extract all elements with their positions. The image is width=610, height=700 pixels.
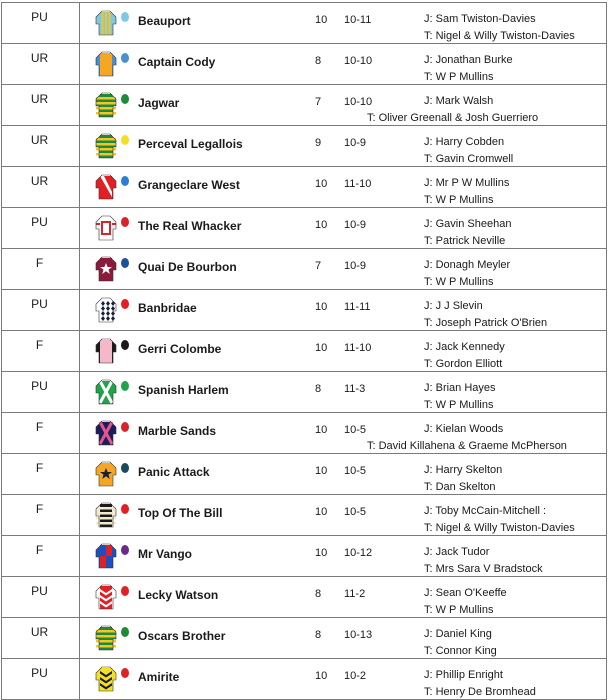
table-row — [2, 413, 607, 454]
table-row — [2, 44, 607, 85]
position-label: F — [35, 502, 44, 516]
runner-cell — [80, 495, 607, 536]
trainer-name: T: Gavin Cromwell — [424, 153, 514, 165]
jockey-silks-icon — [93, 542, 119, 570]
jockey-name: J: Harry Cobden — [424, 136, 505, 148]
jockey-silks-icon — [93, 583, 119, 611]
horse-name: Beauport — [138, 14, 191, 28]
position-cell — [2, 331, 80, 372]
jockey-name: J: Gavin Sheehan — [424, 218, 512, 230]
horse-age: 8 — [315, 383, 322, 395]
cap-icon — [121, 668, 129, 678]
jockey-name: J: Kielan Woods — [424, 423, 504, 435]
horse-weight: 10-9 — [344, 219, 367, 231]
table-row — [2, 249, 607, 290]
horse-name: Lecky Watson — [138, 588, 219, 602]
runner-cell — [80, 454, 607, 495]
horse-weight: 10-5 — [344, 465, 367, 477]
jockey-silks-icon — [93, 337, 119, 365]
horse-name: Oscars Brother — [138, 629, 226, 643]
table-row — [2, 290, 607, 331]
jockey-name: J: Mr P W Mullins — [424, 177, 510, 189]
jockey-name: J: Jack Kennedy — [424, 341, 505, 353]
cap-icon — [121, 545, 129, 555]
horse-age: 10 — [315, 465, 328, 477]
trainer-name: T: Connor King — [424, 645, 497, 657]
trainer-name: T: Mrs Sara V Bradstock — [424, 563, 543, 575]
cap-icon — [121, 299, 129, 309]
trainer-name: T: W P Mullins — [424, 604, 494, 616]
horse-age: 7 — [315, 260, 322, 272]
table-row — [2, 372, 607, 413]
table-row — [2, 208, 607, 249]
table-row — [2, 536, 607, 577]
horse-age: 10 — [315, 301, 328, 313]
horse-name: Gerri Colombe — [138, 342, 222, 356]
runner-cell — [80, 577, 607, 618]
jockey-name: J: Brian Hayes — [424, 382, 496, 394]
jockey-name: J: Mark Walsh — [424, 95, 494, 107]
horse-age: 7 — [315, 96, 322, 108]
position-label: PU — [31, 666, 48, 680]
position-label: UR — [30, 133, 49, 147]
position-cell — [2, 618, 80, 659]
cap-icon — [121, 94, 129, 104]
runner-cell — [80, 536, 607, 577]
runner-cell — [80, 331, 607, 372]
trainer-name: T: Patrick Neville — [424, 235, 506, 247]
trainer-name: T: Gordon Elliott — [424, 358, 503, 370]
horse-name: Banbridae — [138, 301, 197, 315]
runner-cell — [80, 126, 607, 167]
horse-name: Top Of The Bill — [138, 506, 223, 520]
position-label: PU — [31, 584, 48, 598]
jockey-silks-icon — [93, 255, 119, 283]
jockey-silks-icon — [93, 665, 119, 693]
horse-age: 8 — [315, 55, 322, 67]
jockey-name: J: Sean O'Keeffe — [424, 587, 507, 599]
position-label: PU — [31, 379, 48, 393]
position-cell — [2, 659, 80, 700]
cap-icon — [121, 53, 129, 63]
horse-name: Jagwar — [138, 96, 180, 110]
position-cell — [2, 44, 80, 85]
position-cell — [2, 372, 80, 413]
horse-name: Panic Attack — [138, 465, 210, 479]
jockey-silks-icon — [93, 91, 119, 119]
cap-icon — [121, 340, 129, 350]
runner-cell — [80, 372, 607, 413]
runner-cell — [80, 167, 607, 208]
horse-age: 10 — [315, 506, 328, 518]
jockey-name: J: Jonathan Burke — [424, 54, 513, 66]
trainer-name: T: David Killahena & Graeme McPherson — [367, 440, 567, 452]
runner-cell — [80, 249, 607, 290]
position-cell — [2, 413, 80, 454]
position-label: UR — [30, 51, 49, 65]
runner-cell — [80, 85, 607, 126]
position-label: F — [35, 420, 44, 434]
horse-weight: 10-2 — [344, 670, 367, 682]
table-row — [2, 331, 607, 372]
position-label: F — [35, 256, 44, 270]
trainer-name: T: Nigel & Willy Twiston-Davies — [424, 522, 575, 534]
position-label: UR — [30, 92, 49, 106]
horse-weight: 11-10 — [344, 178, 372, 190]
table-row — [2, 577, 607, 618]
horse-age: 10 — [315, 342, 328, 354]
horse-weight: 10-12 — [344, 547, 373, 559]
table-row — [2, 495, 607, 536]
table-row — [2, 126, 607, 167]
jockey-silks-icon — [93, 419, 119, 447]
trainer-name: T: W P Mullins — [424, 399, 494, 411]
position-label: PU — [31, 10, 48, 24]
trainer-name: T: Henry De Bromhead — [424, 686, 536, 698]
table-row — [2, 618, 607, 659]
horse-age: 10 — [315, 424, 328, 436]
cap-icon — [121, 176, 129, 186]
position-cell — [2, 577, 80, 618]
horse-age: 9 — [315, 137, 322, 149]
runner-cell — [80, 659, 607, 700]
horse-name: Mr Vango — [138, 547, 193, 561]
cap-icon — [121, 381, 129, 391]
cap-icon — [121, 422, 129, 432]
table-row — [2, 659, 607, 700]
jockey-silks-icon — [93, 501, 119, 529]
runner-cell — [80, 208, 607, 249]
horse-name: Perceval Legallois — [138, 137, 243, 151]
runner-cell — [80, 44, 607, 85]
jockey-silks-icon — [93, 296, 119, 324]
trainer-name: T: Oliver Greenall & Josh Guerriero — [367, 112, 539, 124]
horse-age: 10 — [315, 219, 328, 231]
position-cell — [2, 249, 80, 290]
horse-age: 10 — [315, 547, 328, 559]
jockey-name: J: Jack Tudor — [424, 546, 490, 558]
horse-name: Quai De Bourbon — [138, 260, 237, 274]
runner-cell — [80, 290, 607, 331]
horse-weight: 11-3 — [344, 383, 366, 395]
runner-cell — [80, 3, 607, 44]
cap-icon — [121, 12, 129, 22]
jockey-name: J: Sam Twiston-Davies — [424, 13, 536, 25]
position-cell — [2, 454, 80, 495]
table-row — [2, 454, 607, 495]
cap-icon — [121, 217, 129, 227]
trainer-name: T: Joseph Patrick O'Brien — [424, 317, 548, 329]
horse-weight: 11-2 — [344, 588, 366, 600]
horse-age: 10 — [315, 14, 328, 26]
position-label: F — [35, 543, 44, 557]
position-cell — [2, 3, 80, 44]
position-label: F — [35, 338, 44, 352]
horse-age: 8 — [315, 629, 322, 641]
horse-weight: 11-11 — [344, 301, 371, 313]
trainer-name: T: Nigel & Willy Twiston-Davies — [424, 30, 575, 42]
cap-icon — [121, 586, 129, 596]
position-label: UR — [30, 625, 49, 639]
jockey-silks-icon — [93, 50, 119, 78]
jockey-silks-icon — [93, 378, 119, 406]
results-table — [1, 2, 607, 700]
horse-weight: 10-10 — [344, 96, 373, 108]
horse-name: The Real Whacker — [138, 219, 242, 233]
table-row — [2, 85, 607, 126]
trainer-name: T: W P Mullins — [424, 194, 494, 206]
horse-name: Amirite — [138, 670, 180, 684]
horse-weight: 10-10 — [344, 55, 373, 67]
table-row — [2, 167, 607, 208]
position-cell — [2, 536, 80, 577]
position-label: PU — [31, 297, 48, 311]
jockey-silks-icon — [93, 173, 119, 201]
jockey-name: J: Toby McCain-Mitchell : — [424, 505, 547, 517]
position-label: F — [35, 461, 44, 475]
position-cell — [2, 495, 80, 536]
horse-weight: 10-11 — [344, 14, 372, 26]
cap-icon — [121, 463, 129, 473]
horse-weight: 10-13 — [344, 629, 373, 641]
jockey-name: J: Harry Skelton — [424, 464, 503, 476]
horse-name: Spanish Harlem — [138, 383, 229, 397]
jockey-silks-icon — [93, 460, 119, 488]
horse-age: 8 — [315, 588, 322, 600]
horse-name: Marble Sands — [138, 424, 217, 438]
horse-name: Captain Cody — [138, 55, 216, 69]
jockey-name: J: Phillip Enright — [424, 669, 503, 681]
horse-weight: 10-5 — [344, 506, 367, 518]
cap-icon — [121, 504, 129, 514]
horse-weight: 10-9 — [344, 137, 367, 149]
jockey-silks-icon — [93, 624, 119, 652]
jockey-name: J: Donagh Meyler — [424, 259, 511, 271]
cap-icon — [121, 627, 129, 637]
trainer-name: T: W P Mullins — [424, 276, 494, 288]
jockey-silks-icon — [93, 132, 119, 160]
horse-age: 10 — [315, 670, 328, 682]
cap-icon — [121, 135, 129, 145]
jockey-name: J: J J Slevin — [424, 300, 483, 312]
cap-icon — [121, 258, 129, 268]
trainer-name: T: Dan Skelton — [424, 481, 496, 493]
runner-cell — [80, 413, 607, 454]
runner-cell — [80, 618, 607, 659]
position-label: UR — [30, 174, 49, 188]
jockey-silks-icon — [93, 214, 119, 242]
position-cell — [2, 208, 80, 249]
jockey-name: J: Daniel King — [424, 628, 492, 640]
table-row — [2, 3, 607, 44]
horse-name: Grangeclare West — [138, 178, 240, 192]
horse-weight: 10-9 — [344, 260, 367, 272]
position-cell — [2, 167, 80, 208]
horse-weight: 10-5 — [344, 424, 367, 436]
position-cell — [2, 290, 80, 331]
position-label: PU — [31, 215, 48, 229]
horse-weight: 11-10 — [344, 342, 372, 354]
position-cell — [2, 126, 80, 167]
jockey-silks-icon — [93, 9, 119, 37]
position-cell — [2, 85, 80, 126]
trainer-name: T: W P Mullins — [424, 71, 494, 83]
horse-age: 10 — [315, 178, 328, 190]
